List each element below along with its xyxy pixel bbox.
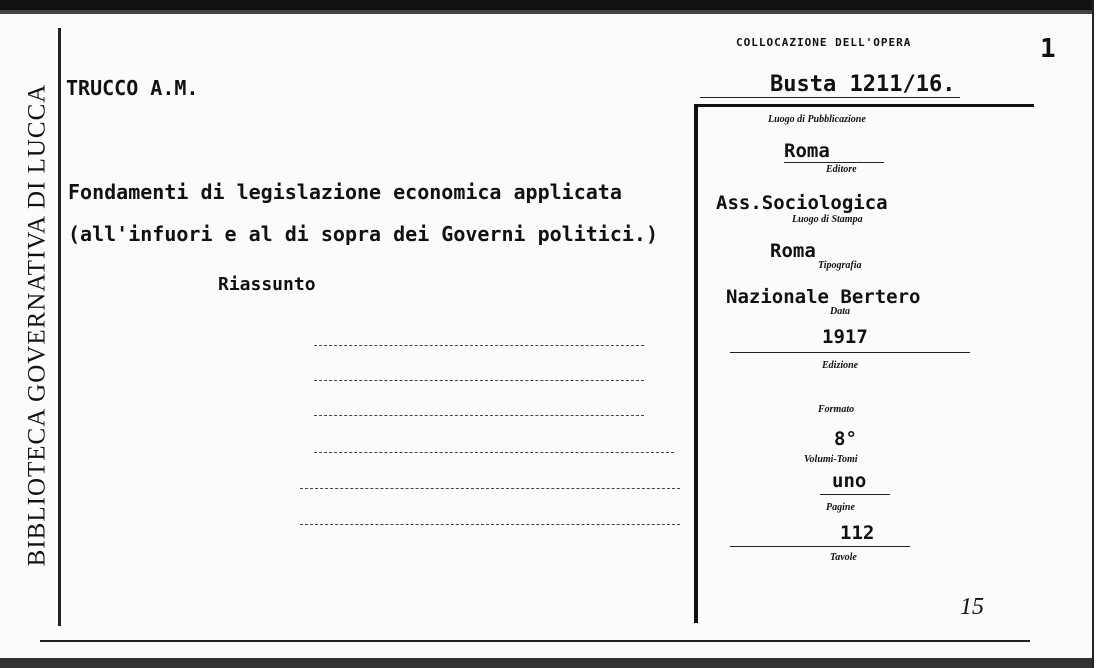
- editore-value: Ass.Sociologica: [716, 192, 888, 214]
- left-margin-rule: [58, 28, 61, 626]
- luogo-stampa-value: Roma: [770, 240, 816, 262]
- note: Riassunto: [218, 274, 316, 295]
- collocazione-underline: [700, 97, 960, 98]
- underline: [730, 352, 970, 353]
- underline: [820, 494, 890, 495]
- handwritten-mark: 15: [960, 594, 984, 620]
- bottom-edge: [0, 658, 1104, 668]
- formato-value: 8°: [834, 428, 857, 450]
- blank-line: [314, 380, 644, 382]
- blank-line: [314, 415, 644, 417]
- library-stamp: [22, 60, 52, 590]
- editore-label: Editore: [826, 164, 857, 175]
- volumi-value: uno: [832, 470, 867, 492]
- blank-line: [300, 488, 680, 490]
- title-line-1: Fondamenti di legislazione economica applicata: [68, 180, 622, 204]
- page-mark: 1: [1040, 34, 1056, 64]
- tipografia-label: Tipografia: [818, 260, 862, 271]
- collocazione-label: COLLOCAZIONE DELL'OPERA: [736, 36, 912, 49]
- pagine-value: 112: [840, 522, 875, 544]
- top-border: [0, 0, 1104, 10]
- underline: [784, 162, 884, 163]
- library-name: BIBLIOTECA GOVERNATIVA DI LUCCA: [23, 83, 50, 567]
- edizione-label: Edizione: [822, 360, 859, 371]
- luogo-value: Roma: [784, 140, 830, 162]
- luogo-stampa-label: Luogo di Stampa: [792, 214, 863, 225]
- author: TRUCCO A.M.: [66, 76, 199, 100]
- blank-line: [314, 452, 674, 454]
- right-edge: [1092, 0, 1104, 668]
- bottom-rule: [40, 640, 1030, 642]
- formato-label: Formato: [818, 404, 855, 415]
- tipografia-value: Nazionale Bertero: [726, 286, 921, 308]
- data-value: 1917: [822, 326, 868, 348]
- volumi-label: Volumi-Tomi: [804, 454, 858, 465]
- tavole-label: Tavole: [830, 552, 857, 563]
- luogo-label: Luogo di Pubblicazione: [768, 114, 866, 125]
- data-label: Data: [830, 306, 850, 317]
- underline: [730, 546, 910, 547]
- blank-line: [314, 345, 644, 347]
- pagine-label: Pagine: [826, 502, 855, 513]
- collocazione-value: Busta 1211/16.: [770, 72, 956, 97]
- blank-line: [300, 524, 680, 526]
- title-line-2: (all'infuori e al di sopra dei Governi politici.): [68, 222, 659, 246]
- top-border-shadow: [0, 10, 1104, 14]
